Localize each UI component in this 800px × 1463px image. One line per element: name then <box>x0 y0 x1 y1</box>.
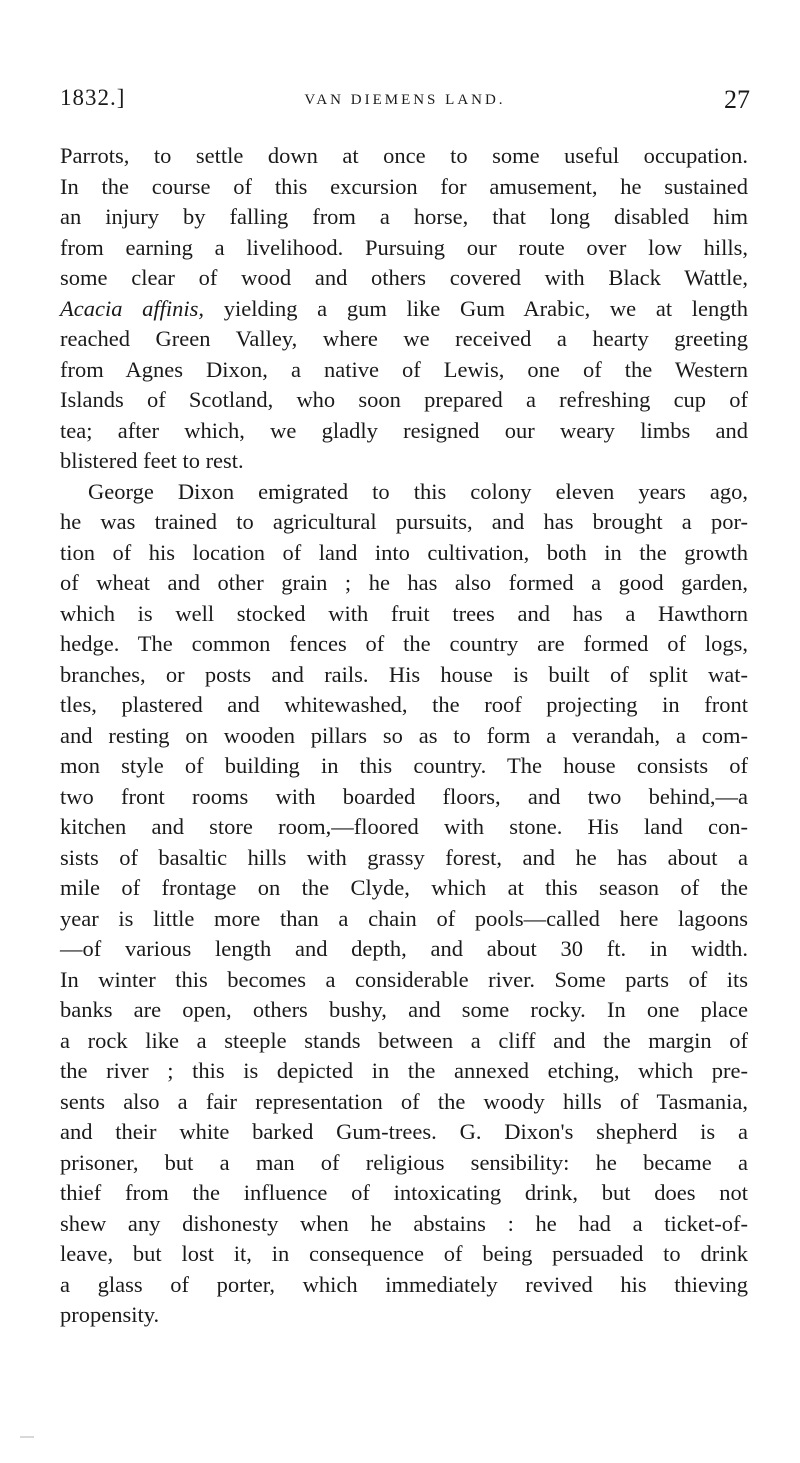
text-line: two front rooms with boarded floors, and two behind,—a <box>60 783 748 809</box>
text-line <box>60 294 748 325</box>
text-line: tion of his location of land into cultivation, both in the growth <box>60 539 748 565</box>
text-line: banks are open, others bushy, and some rocky. In one place <box>60 997 748 1022</box>
text-line: a glass of porter, which immediately revived his thieving <box>60 1271 748 1297</box>
page-edge-mark <box>20 1436 34 1438</box>
text-line: some clear of wood and others covered with Black Wattle, <box>60 265 748 290</box>
text-line: Islands of Scotland, who soon prepared a refreshing cup of <box>60 387 748 412</box>
text-line: a rock like a steeple stands between a cliff and the margin of <box>60 1027 748 1053</box>
text-line: reached Green Valley, where we received a hearty greeting <box>60 326 748 351</box>
species-name: Acacia affinis, <box>60 295 205 321</box>
text-line: In the course of this excursion for amusement, he sustained <box>60 173 748 199</box>
running-title: VAN DIEMENS LAND. <box>304 92 506 108</box>
text-line: sents also a fair representation of the woody hills of Tasmania, <box>60 1088 748 1114</box>
text-line: and their white barked Gum-trees. G. Dixon's shepherd is a <box>60 1119 748 1144</box>
text-line: propensity. <box>60 1302 160 1327</box>
text-line: from earning a livelihood. Pursuing our route over low hills, <box>60 234 748 260</box>
page-header <box>60 85 750 125</box>
text-line: leave, but lost it, in consequence of being persuaded to drink <box>60 1241 748 1266</box>
text-line: he was trained to agricultural pursuits, and has brought a por- <box>60 509 748 534</box>
text-line: —of various length and depth, and about 30 ft. in width. <box>60 936 748 961</box>
text-line: mon style of building in this country. The house consists of <box>60 753 748 778</box>
text-line: thief from the influence of intoxicating drink, but does not <box>60 1180 748 1205</box>
text-line: George Dixon emigrated to this colony eleven years ago, <box>88 478 748 504</box>
text-line: from Agnes Dixon, a native of Lewis, one of the Western <box>60 356 748 382</box>
page-number: 27 <box>724 85 750 114</box>
text-line: Parrots, to settle down at once to some useful occupation. <box>60 143 748 168</box>
text-line: tles, plastered and whitewashed, the roof projecting in front <box>60 692 748 717</box>
text-line: prisoner, but a man of religious sensibility: he became a <box>60 1149 748 1175</box>
text-line: hedge. The common fences of the country are formed of logs, <box>60 631 748 656</box>
paragraph-1 <box>60 141 748 477</box>
text-line: year is little more than a chain of pools—called here lagoons <box>60 905 748 931</box>
text-line: of wheat and other grain ; he has also formed a good garden, <box>60 570 748 595</box>
text-line: the river ; this is depicted in the annexed etching, which pre- <box>60 1058 748 1083</box>
text-line: kitchen and store room,—floored with stone. His land con- <box>60 814 748 839</box>
text-line: branches, or posts and rails. His house is built of split wat- <box>60 661 748 687</box>
text-line: which is well stocked with fruit trees and has a Hawthorn <box>60 600 748 626</box>
text-line: an injury by falling from a horse, that long disabled him <box>60 204 748 229</box>
paragraph-2 <box>60 477 748 1331</box>
header-year: 1832.] <box>60 85 126 110</box>
text-line: shew any dishonesty when he abstains : he had a ticket-of- <box>60 1210 748 1236</box>
text-line: tea; after which, we gladly resigned our weary limbs and <box>60 417 748 443</box>
text-line: mile of frontage on the Clyde, which at this season of the <box>60 875 748 900</box>
text-fragment: yielding a gum like Gum Arabic, we at length <box>204 295 748 321</box>
text-line: sists of basaltic hills with grassy forest, and he has about a <box>60 844 748 870</box>
text-line: and resting on wooden pillars so as to form a verandah, a com- <box>60 722 748 748</box>
text-line: blistered feet to rest. <box>60 448 244 473</box>
text-body <box>60 141 748 1331</box>
text-line: In winter this becomes a considerable river. Some parts of its <box>60 966 748 992</box>
